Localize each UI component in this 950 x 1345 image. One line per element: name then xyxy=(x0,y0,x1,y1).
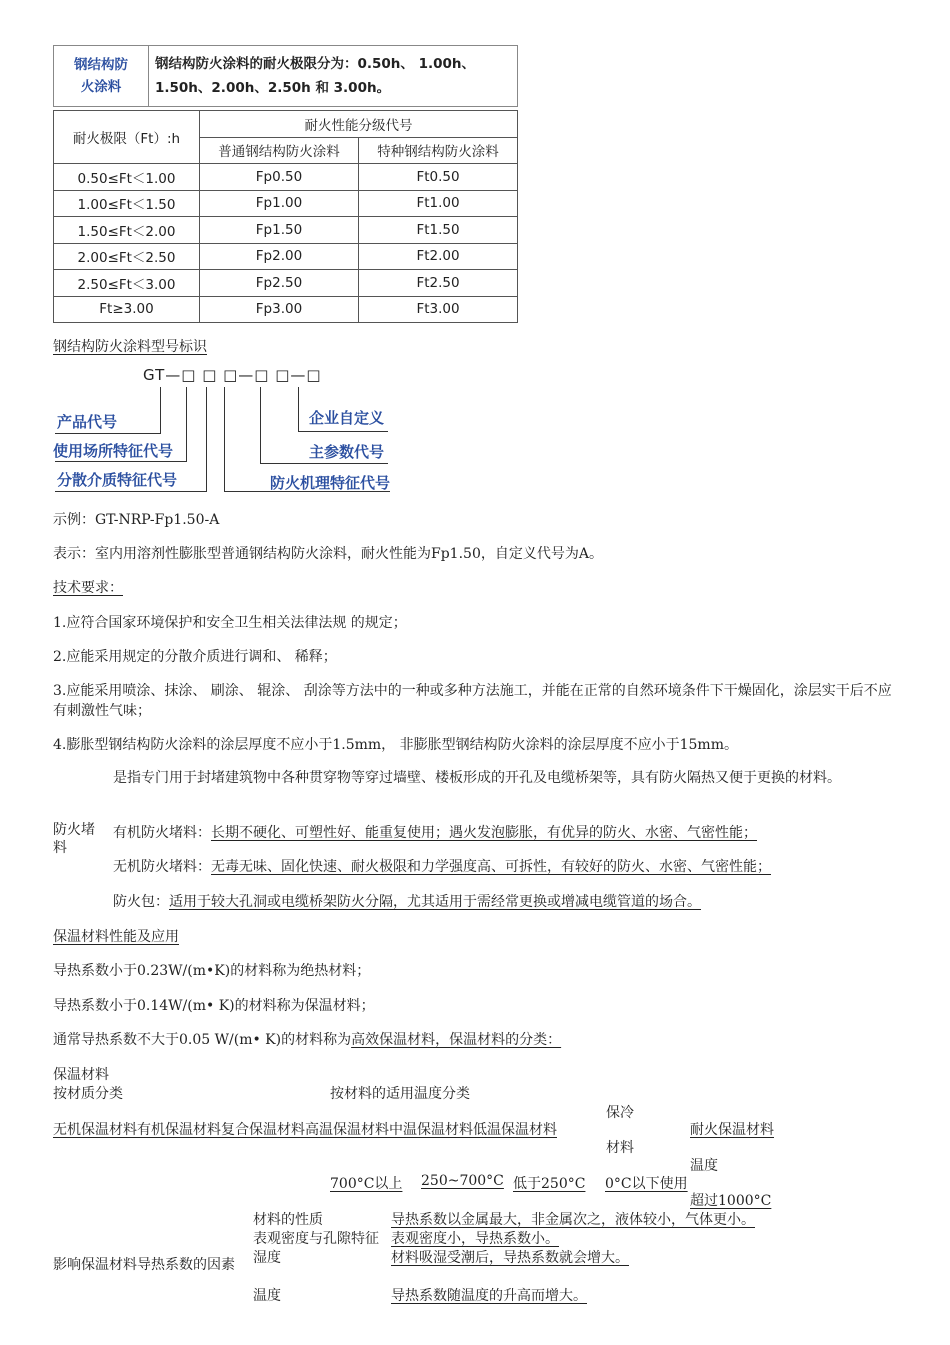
temperature-types: 高温保温材料中温保温材料低温保温材料 xyxy=(305,1122,557,1138)
leader-line xyxy=(160,387,161,433)
factor-effect: 材料吸湿受潮后，导热系数就会增大。 xyxy=(391,1250,629,1266)
classification-root: 保温材料 xyxy=(53,1067,109,1083)
grade-table xyxy=(53,110,518,323)
grade-normal: Fp0.50 xyxy=(200,164,359,191)
insulation-line3-prefix: 通常导热系数不大于0.05 W/(m• K)的材料称为 xyxy=(53,1032,352,1048)
insulation-line xyxy=(53,1029,561,1049)
factor-effect: 表观密度小，导热系数小。 xyxy=(391,1231,559,1247)
insulation-line: 导热系数小于0.14W/(m• K)的材料称为保温材料； xyxy=(53,998,375,1014)
leader-line xyxy=(55,491,207,492)
factor-effect: 导热系数随温度的升高而增大。 xyxy=(391,1288,587,1304)
firestop-label: 防火堵料 xyxy=(53,822,95,856)
firestop-item xyxy=(113,891,701,911)
tech-item: 2.应能采用规定的分散介质进行调和、 稀释； xyxy=(53,649,337,665)
grade-normal: Fp2.50 xyxy=(200,270,359,297)
grade-col3-header: 特种钢结构防火涂料 xyxy=(359,137,518,164)
temp-range: 0°C以下使用 xyxy=(605,1176,688,1192)
firestop-item xyxy=(113,856,771,876)
tech-item: 3.应能采用喷涂、抹涂、 刷涂、 辊涂、 刮涂等方法中的一种或多种方法施工，并能在正常的自然环境条件下干燥固化，涂层实干后不应有刺激性气味； xyxy=(53,683,892,719)
grade-normal: Fp2.00 xyxy=(200,243,359,270)
tech-item: 4.膨胀型钢结构防火涂料的涂层厚度不应小于1.5mm， 非膨胀型钢结构防火涂料的涂层厚度不应小于15mm。 xyxy=(53,737,738,753)
firestop-definition: 是指专门用于封堵建筑物中各种贯穿物等穿过墙壁、楼板形成的开孔及电缆桥架等，具有防火隔热又便于更换的材料。 xyxy=(113,770,841,786)
temp-range: 250~700°C xyxy=(421,1173,504,1189)
grade-group-header: 耐火性能分级代号 xyxy=(200,111,518,138)
temp-range: 低于250°C xyxy=(513,1176,586,1192)
grade-range: 1.00≤Ft＜1.50 xyxy=(54,190,200,217)
table-row xyxy=(54,217,518,244)
model-code: GT—□ □ □—□ □—□ xyxy=(143,366,322,384)
firestop-item-name: 无机防火堵料： xyxy=(113,859,211,875)
grade-range: Ft≥3.00 xyxy=(54,296,200,323)
label-main-param-code: 主参数代号 xyxy=(309,443,385,461)
grade-normal: Fp1.00 xyxy=(200,190,359,217)
leader-line xyxy=(260,463,388,464)
meaning-text: 表示：室内用溶剂性膨胀型普通钢结构防火涂料，耐火性能为Fp1.50，自定义代号为A。 xyxy=(53,546,603,562)
grade-special: Ft1.00 xyxy=(359,190,518,217)
table-row xyxy=(54,270,518,297)
factor-name: 材料的性质 xyxy=(253,1212,323,1228)
insulation-title: 保温材料性能及应用 xyxy=(53,929,179,945)
temperature-word: 温度 xyxy=(690,1158,718,1174)
label-custom-code: 企业自定义 xyxy=(309,409,385,427)
definition-table-head xyxy=(54,46,149,107)
grade-special: Ft2.50 xyxy=(359,270,518,297)
refractory-material: 耐火保温材料 xyxy=(690,1122,774,1138)
factors-label: 影响保温材料导热系数的因素 xyxy=(53,1257,235,1273)
firestop-item-name: 防火包： xyxy=(113,894,169,910)
insulation-line: 导热系数小于0.23W/(m•K)的材料称为绝热材料； xyxy=(53,963,371,979)
tech-item: 1.应符合国家环境保护和安全卫生相关法律法规 的规定； xyxy=(53,615,407,631)
definition-table-body xyxy=(149,46,518,107)
grade-range: 1.50≤Ft＜2.00 xyxy=(54,217,200,244)
leader-line xyxy=(298,387,299,431)
cold-material-line2: 材料 xyxy=(606,1140,634,1156)
label-mechanism-code: 防火机理特征代号 xyxy=(270,474,391,492)
grade-special: Ft2.00 xyxy=(359,243,518,270)
label-dispersion-code: 分散介质特征代号 xyxy=(57,471,178,489)
grade-range: 2.00≤Ft＜2.50 xyxy=(54,243,200,270)
factor-name: 湿度 xyxy=(253,1250,281,1266)
leader-line xyxy=(224,387,225,491)
grade-special: Ft1.50 xyxy=(359,217,518,244)
table-row xyxy=(54,296,518,323)
tech-title: 技术要求： xyxy=(53,580,123,596)
grade-col2-header: 普通钢结构防火涂料 xyxy=(200,137,359,164)
model-title: 钢结构防火涂料型号标识 xyxy=(53,339,207,355)
definition-head-text: 钢结构防火涂料 xyxy=(74,57,128,95)
grade-special: Ft0.50 xyxy=(359,164,518,191)
leader-line xyxy=(55,461,187,462)
grade-normal: Fp1.50 xyxy=(200,217,359,244)
example-text: 示例：GT-NRP-Fp1.50-A xyxy=(53,512,220,528)
temp-range: 700°C以上 xyxy=(330,1176,403,1192)
definition-body-text: 钢结构防火涂料的耐火极限分为：0.50h、 1.00h、1.50h、2.00h、2.50h 和 3.00h。 xyxy=(155,56,476,96)
cold-material-line1: 保冷 xyxy=(606,1105,634,1121)
material-types: 无机保温材料有机保温材料复合保温材料 xyxy=(53,1122,305,1138)
firestop-item-desc: 适用于较大孔洞或电缆桥架防火分隔，尤其适用于需经常更换或增减电缆管道的场合。 xyxy=(169,894,701,910)
table-row xyxy=(54,243,518,270)
label-usage-code: 使用场所特征代号 xyxy=(53,442,174,460)
grade-special: Ft3.00 xyxy=(359,296,518,323)
temp-range-over: 超过1000°C xyxy=(690,1193,772,1209)
leader-line xyxy=(298,431,388,432)
insulation-line3-suffix: 高效保温材料，保温材料的分类： xyxy=(351,1032,562,1048)
leader-line xyxy=(186,387,187,461)
category-row xyxy=(53,1119,557,1139)
firestop-item xyxy=(113,822,757,842)
factor-name: 温度 xyxy=(253,1288,281,1304)
factor-effect: 导热系数以金属最大，非金属次之，液体较小，气体更小。 xyxy=(391,1212,755,1228)
grade-range: 2.50≤Ft＜3.00 xyxy=(54,270,200,297)
by-material-label: 按材质分类 xyxy=(53,1086,123,1102)
grade-col1-header: 耐火极限（Ft）:h xyxy=(54,111,200,164)
by-temperature-label: 按材料的适用温度分类 xyxy=(330,1086,470,1102)
table-row xyxy=(54,190,518,217)
factor-name: 表观密度与孔隙特征 xyxy=(253,1231,379,1247)
leader-line xyxy=(206,387,207,491)
leader-line xyxy=(55,433,161,434)
table-row xyxy=(54,164,518,191)
firestop-item-name: 有机防火堵料： xyxy=(113,825,211,841)
label-product-code: 产品代号 xyxy=(57,413,118,431)
firestop-item-desc: 长期不硬化、可塑性好、能重复使用；遇火发泡膨胀，有优异的防火、水密、气密性能； xyxy=(211,825,757,841)
grade-normal: Fp3.00 xyxy=(200,296,359,323)
firestop-item-desc: 无毒无味、固化快速、耐火极限和力学强度高、可拆性，有较好的防火、水密、气密性能； xyxy=(211,859,771,875)
leader-line xyxy=(260,387,261,463)
grade-range: 0.50≤Ft＜1.00 xyxy=(54,164,200,191)
definition-table xyxy=(53,45,518,107)
